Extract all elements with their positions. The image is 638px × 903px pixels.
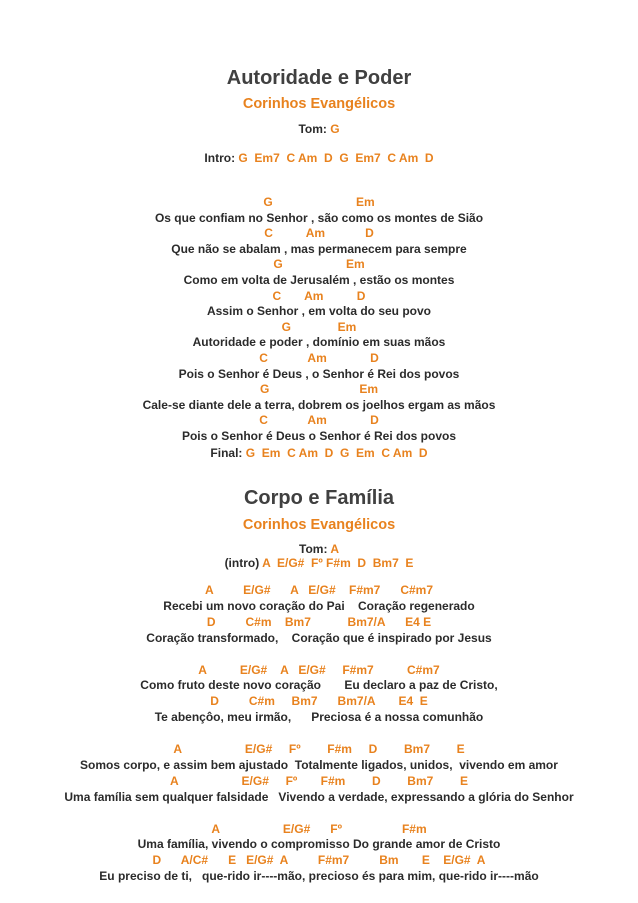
song2-chord-line: A E/G# A E/G# F#m7 C#m7 [198, 662, 440, 677]
song2-lyric-line: Coração transformado, Coração que é inspirado por Jesus [146, 630, 492, 645]
song2-key-label: Tom: [299, 542, 328, 556]
song1-lyric-line: Assim o Senhor , em volta do seu povo [206, 304, 432, 319]
song2-key-value: A [330, 542, 339, 556]
song1-lyric-line: Autoridade e poder , domínio em suas mãos [192, 335, 446, 350]
song2-title: Corpo e Família [243, 487, 395, 509]
song2-chord-line: D C#m Bm7 Bm7/A E4 E [210, 694, 428, 709]
song2-subtitle: Corinhos Evangélicos [242, 517, 396, 533]
song1-final-chords: G Em C Am D G Em C Am D [245, 446, 428, 460]
song2-lyric-line: Como fruto deste novo coração Eu declaro a paz de Cristo, [140, 678, 498, 693]
song1-key-value: G [330, 122, 340, 136]
song1-chord-line: G Em [259, 382, 379, 397]
song2-chord-line: A E/G# Fº F#m D Bm7 E [169, 773, 468, 788]
song1-subtitle: Corinhos Evangélicos [242, 96, 396, 112]
song2-chord-line: A E/G# Fº F#m D Bm7 E [173, 742, 465, 756]
song2-chord-line: D A/C# E E/G# A F#m7 Bm E E/G# A [152, 853, 486, 868]
song2-chord-line: A E/G# Fº F#m [211, 821, 427, 836]
song1-chord-line: G Em [273, 257, 365, 272]
song2-intro [0, 557, 638, 569]
song2-lyric-line: Te abençôo, meu irmão, Preciosa é a nossa comunhão [154, 710, 484, 725]
song2-lyric-line: Uma família sem qualquer falsidade Vivendo a verdade, expressando a glória do Senhor [64, 789, 574, 804]
song1-chord-line: C Am D [264, 226, 374, 241]
song1-lyric-line: Que não se abalam , mas permanecem para sempre [171, 241, 467, 256]
song1-chord-line: C Am D [272, 288, 366, 303]
song2-intro-label: (intro) [224, 556, 260, 570]
song2-lyric-line: Uma família, vivendo o compromisso Do grande amor de Cristo [137, 837, 501, 852]
song2-lyric-line: Recebi um novo coração do Pai Coração regenerado [163, 598, 475, 613]
song1-intro-label: Intro: [204, 151, 236, 165]
song1-chord-line: G Em [263, 195, 375, 209]
song1-key [0, 123, 638, 135]
song1-lyric-line: Pois o Senhor é Deus o Senhor é Rei dos povos [181, 429, 457, 443]
song1-intro [0, 152, 638, 164]
song1-chord-line: C Am D [259, 351, 379, 365]
song2-lyric-line: Eu preciso de ti, que-rido ir----mão, precioso és para mim, que-rido ir----mão [99, 869, 539, 884]
song1-chord-line: G Em [281, 319, 357, 334]
song1-lyric-line: Cale-se diante dele a terra, dobrem os joelhos ergam as mãos [142, 397, 496, 412]
song1-key-label: Tom: [298, 122, 327, 136]
song2-chord-line: D C#m Bm7 Bm7/A E4 E [206, 614, 432, 629]
song2-key [0, 543, 638, 555]
song2-lyric-line: Somos corpo, e assim bem ajustado Totalmente ligados, unidos, vivendo em amor [80, 757, 558, 772]
song1-intro-chords: G Em7 C Am D G Em7 C Am D [238, 151, 434, 165]
song1-lyric-line: Os que confiam no Senhor , são como os montes de Sião [154, 210, 484, 225]
song2-intro-chords: A E/G# Fº F#m D Bm7 E [262, 556, 414, 570]
song1-chord-line: C Am D [259, 413, 379, 428]
song1-lyric-line: Como em volta de Jerusalém , estão os montes [183, 273, 455, 287]
song1-lyric-line: Pois o Senhor é Deus , o Senhor é Rei dos povos [178, 366, 460, 381]
song1-final-label: Final: [210, 446, 243, 460]
song1-title: Autoridade e Poder [226, 67, 412, 89]
song1-final [0, 447, 638, 459]
song2-chord-line: A E/G# A E/G# F#m7 C#m7 [204, 583, 434, 597]
